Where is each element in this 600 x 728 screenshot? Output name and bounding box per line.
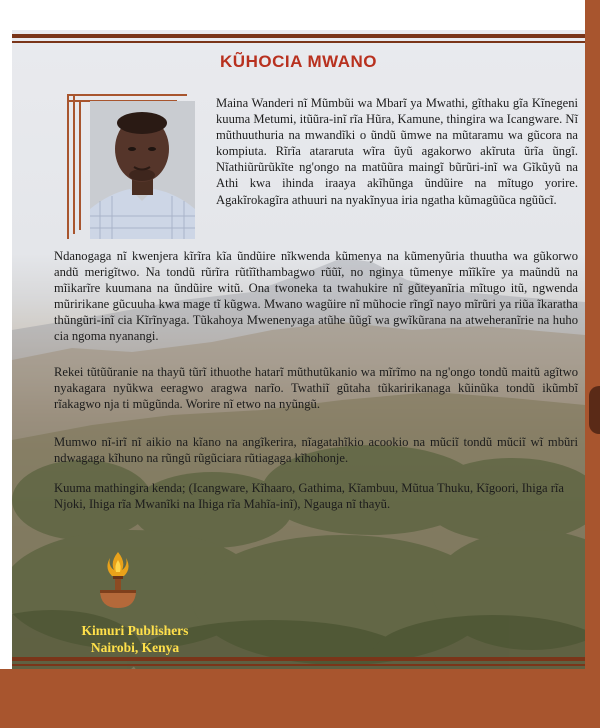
frame-line [73,94,75,234]
torch-in-bowl-icon [96,550,140,610]
publisher-imprint [50,622,220,656]
frame-line [67,94,187,96]
frame-line [79,100,81,230]
frame-line [67,94,69,239]
author-photo [90,101,195,239]
bottom-rule-thin [12,664,585,666]
top-rule-thick [12,34,585,38]
body-paragraph: Kuuma mathingira kenda; (Icangware, Kĩhaaro, Gathima, Kĩambuu, Mũtua Thuku, Kĩgoori, Ihiga rĩa Njoki, Ihiga rĩa Mwanĩki na Ihiga rĩa Mahĩa-inĩ), Ngauga nĩ thayũ. [54,481,565,512]
cover-panel [12,30,585,669]
body-paragraph: Rekei tũtũũranie na thayũ tũrĩ ithuothe hatarĩ mũthutũkanio wa mĩrĩmo na ng'ongo tondũ maitũ agĩtwo nyakagara nyũkwa eeragwo aragwa narĩo. Twathiĩ gũtaha tũkaririkanaga kũinũka tondũ ikũmbĩ rĩakagwo nja ti mũgũnda. Worire nĩ etwo na nyũngũ. [54,365,578,412]
page-title: KŨHOCIA MWANO [220,52,377,71]
body-paragraph: Ndanogaga nĩ kwenjera kĩrĩra kĩa ũndũire nĩkwenda kũmenya na kũmenyũria thuutha wa gũkorwo andũ merigĩtwo. Na tondũ rũrĩra rũtĩĩthambagwo rũũĩ, no nginya tũmenye mĩĩkĩre ya maũndũ na mĩikarĩre kuumana na ũndũire witũ. Ona twoneka ta twahukire nĩ gũteyanĩria mĩtugo itũ, ngwenda mũririkane gũcuuha kwa mage tĩ kũgwa. Mwano wagũire nĩ mũhocie rĩngĩ nayo mĩrũri ya riũa ĩkaratha thũngũri-inĩ cia Kĩrĩnyaga. Tũkahoya Mwenenyaga atũhe ũũgĩ wa gwĩkũrana na atweheranĩrie na huho cia ngoma nyanangi. [54,249,578,344]
publisher-location: Nairobi, Kenya [90,640,180,655]
top-rule-thin [12,41,585,43]
author-bio-paragraph: Maina Wanderi nĩ Mũmbũi wa Mbarĩ ya Mwathi, gĩthaku gĩa Kĩnegeni kuuma Metumi, itũũra-inĩ rĩa Hũra, Kamune, thingira wa Icangware. Nĩ mũthuuthuria na mwandĩki o ũndũ ũmwe na mũtaramu wa gũcora na kompiuta. Rĩrĩa atararuta wĩra ũyũ agakorwo akĩruta ũrĩa ũngĩ. Nĩathiũrũrũkĩte ng'ongo na matũũra maingĩ bũrũri-inĩ wa Gĩkũyũ na Athi kwa ihinda iraaya akĩhũnga ũndũire na mĩtugo yorire. Agakĩrokagĩra athuuri na nyakĩnyua iria ngatha kũmagũũca ngũũcĩ. [216,96,578,207]
bottom-band [0,669,600,728]
body-paragraph: Mumwo nĩ-irĩ nĩ aikio na kĩano na angĩkerira, nĩagatahĩkio acookio na mũciĩ tondũ mũciĩ wĩ mbũri ndwagaga kĩhuno na rũngũ rũgũciara rũtiagaga kĩhohonje. [54,435,578,466]
cover-spine [585,0,600,728]
publisher-name: Kimuri Publishers [81,623,189,638]
spine-tab [589,386,600,434]
bottom-rule-thick [12,657,585,661]
